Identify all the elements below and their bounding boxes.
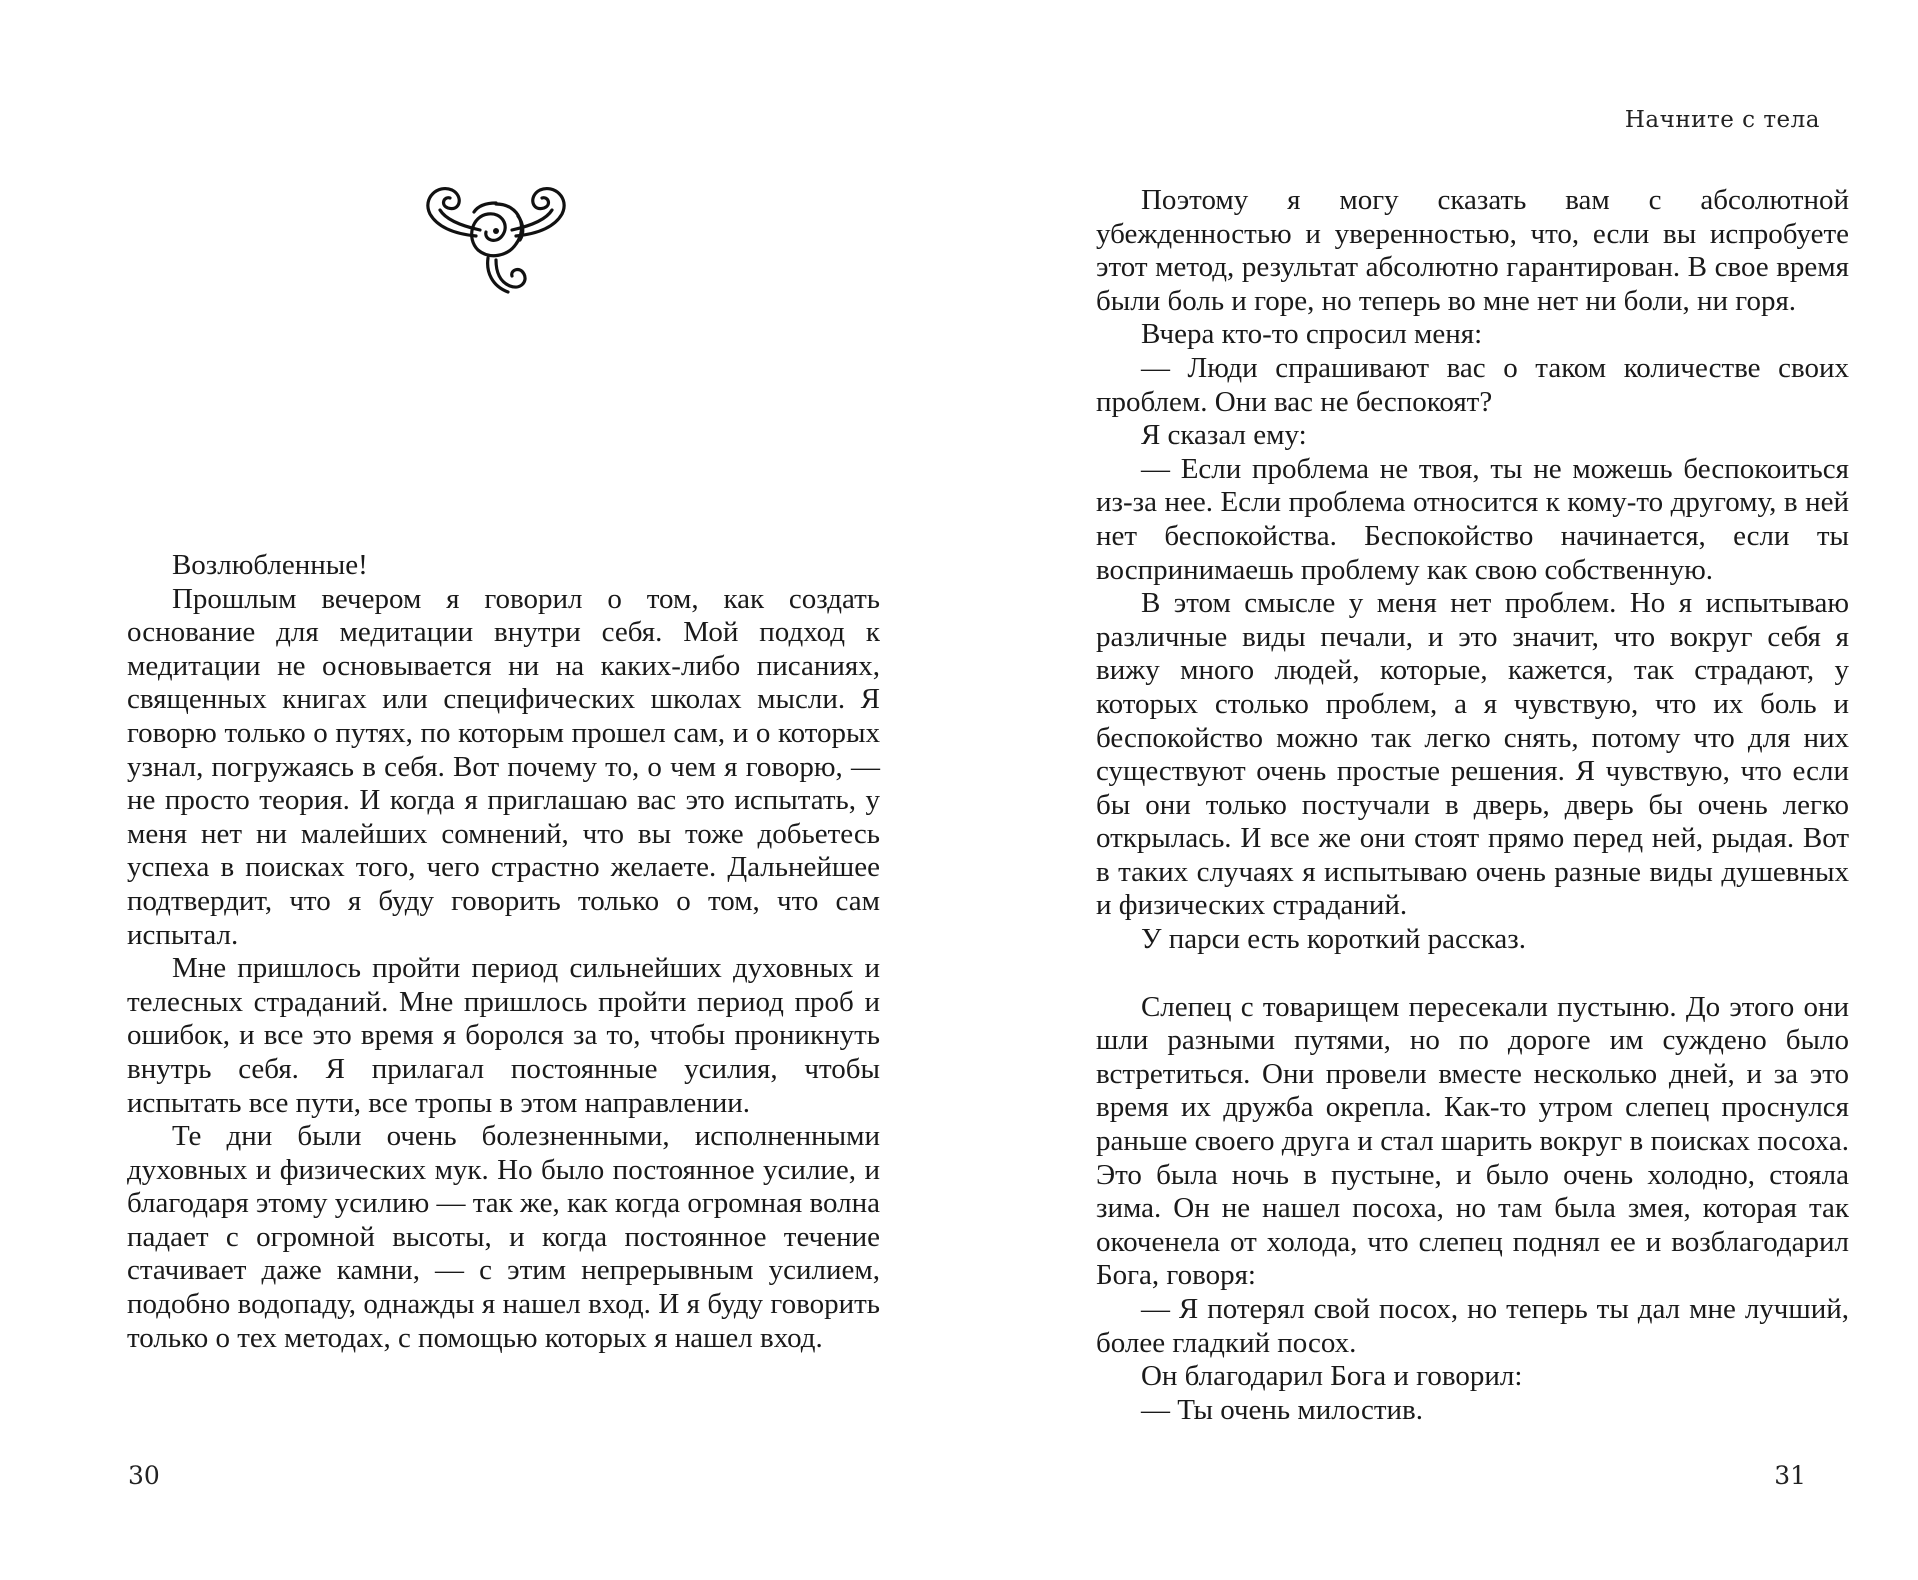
paragraph: Мне пришлось пройти период сильнейших духовных и телесных страданий. Мне пришлось пройти период проб и ошибок, и все это время я боролся за то, чтобы проникнуть внутрь себя. Я прилагал постоянные усилия, чтобы испытать все пути, все тропы в этом направлении. xyxy=(127,952,880,1119)
paragraph: — Ты очень милостив. xyxy=(1140,1393,1423,1426)
paragraph: Вчера кто-то спросил меня: xyxy=(1140,318,1483,351)
paragraph: Слепец с товарищем пересекали пустыню. До этого они шли разными путями, но по дороге им суждено было встретиться. Они провели вместе несколько дней, и за это время их дружба окрепла. Как-то утром слепец проснулся раньше своего друга и стал шарить вокруг в поисках посоха. Это была ночь в пустыне, и было очень холодно, стояла зима. Он не нашел посоха, но там была змея, которая так окоченела от холода, что слепец поднял ее и возблагодарил Бога, говоря: xyxy=(1096,990,1849,1292)
paragraph: — Люди спрашивают вас о таком количестве своих проблем. Они вас не беспокоят? xyxy=(1096,351,1849,418)
paragraph: — Я потерял свой посох, но теперь ты дал мне лучший, более гладкий посох. xyxy=(1096,1293,1849,1359)
paragraph: Те дни были очень болезненными, исполненными духовных и физических мук. Но было постоянное усилие, и благодаря этому усилию — так же, как когда огромная волна падает с огромной высоты, и когда постоянное течение стачивает даже камни, — с этим непрерывным усилием, подобно водопаду, однажды я нашел вход. И я буду говорить только о тех методах, с помощью которых я нашел вход. xyxy=(127,1120,880,1354)
right-page-body xyxy=(1096,184,1849,1427)
paragraph: — Если проблема не твоя, ты не можешь беспокоиться из-за нее. Если проблема относится к кому-то другому, в ней нет беспокойства. Беспокойство начинается, если ты воспринимаешь проблему как свою собственную. xyxy=(1096,452,1849,586)
paragraph: Прошлым вечером я говорил о том, как создать основание для медитации внутри себя. Мой подход к медитации не основывается ни на каких-либо писаниях, священных книгах или специфических школах мысли. Я говорю только о путях, по которым прошел сам, и о которых узнал, погружаясь в себя. Вот почему то, о чем я говорю, — не просто теория. И когда я приглашаю вас это испытать, у меня нет ни малейших сомнений, что вы тоже добьетесь успеха в поисках того, чего страстно желаете. Дальнейшее подтвердит, что я буду говорить только о том, что сам испытал. xyxy=(127,582,880,951)
paragraph: В этом смысле у меня нет проблем. Но я испытываю различные виды печали, и это значит, что вокруг себя я вижу много людей, которые, кажется, так страдают, у которых столько проблем, а я чувствую, что их боль и беспокойство можно так легко снять, потому что для них существуют очень простые решения. Я чувствую, что если бы они только постучали в дверь, дверь бы очень легко открылась. И все же они стоят прямо перед ней, рыдая. Вот в таких случаях я испытываю очень разные виды душевных и физических страданий. xyxy=(1096,587,1849,922)
paragraph: Возлюбленные! xyxy=(171,549,368,581)
paragraph: Он благодарил Бога и говорил: xyxy=(1140,1360,1523,1393)
right-page xyxy=(959,0,1918,1580)
page-number: 31 xyxy=(1774,1461,1806,1490)
paragraph: Поэтому я могу сказать вам с абсолютной убежденностью и уверенностью, что, если вы испробуете этот метод, результат абсолютно гарантирован. В свое время были боль и горе, но теперь во мне нет ни боли, ни горя. xyxy=(1096,184,1849,317)
celtic-ornament-icon xyxy=(416,176,576,296)
page-number: 30 xyxy=(128,1461,160,1490)
left-page-body xyxy=(127,549,880,1355)
running-head: Начните с тела xyxy=(1624,107,1820,133)
paragraph: У парси есть короткий рассказ. xyxy=(1140,923,1526,956)
paragraph: Я сказал ему: xyxy=(1140,419,1307,452)
